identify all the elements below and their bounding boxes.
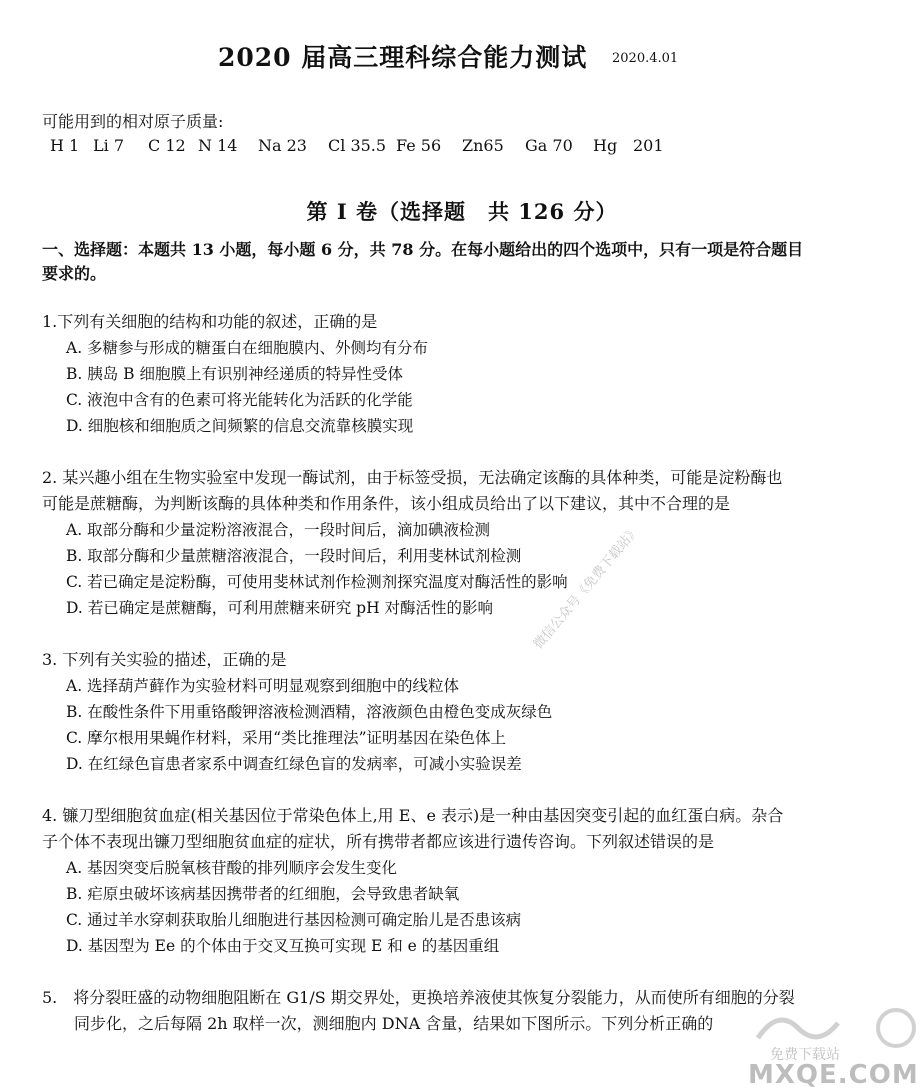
- instruction-line: 一、选择题：本题共 13 小题，每小题 6 分，共 78 分。在每小题给出的四个选项中，只有一项是符合题目: [42, 240, 804, 259]
- question-option: C. 摩尔根用果蝇作材料，采用“类比推理法”证明基因在染色体上: [66, 729, 507, 747]
- atomic-mass-intro: 可能用到的相对原子质量:: [42, 112, 224, 131]
- atomic-mass-item: Na 23: [258, 136, 307, 155]
- watermark-text: MXQE.COM: [748, 1060, 919, 1090]
- question-option: C. 液泡中含有的色素可将光能转化为活跃的化学能: [66, 391, 413, 409]
- atomic-mass-item: Hg: [593, 136, 618, 155]
- question-option: B. 疟原虫破坏该病基因携带者的红细胞，会导致患者缺氧: [66, 885, 460, 903]
- atomic-mass-item: Fe 56: [396, 136, 442, 155]
- question-option: B. 胰岛 B 细胞膜上有识别神经递质的特异性受体: [66, 365, 403, 383]
- question-option: A. 多糖参与形成的糖蛋白在细胞膜内、外侧均有分布: [66, 339, 429, 357]
- question-option: A. 基因突变后脱氧核苷酸的排列顺序会发生变化: [66, 859, 398, 877]
- question-option: C. 若已确定是淀粉酶，可使用斐林试剂作检测剂探究温度对酶活性的影响: [66, 573, 568, 591]
- page-title: 2020 届高三理科综合能力测试: [218, 43, 588, 72]
- atomic-mass-item: Cl 35.5: [328, 136, 387, 155]
- question-stem: 可能是蔗糖酶，为判断该酶的具体种类和作用条件，该小组成员给出了以下建议，其中不合理的是: [42, 494, 731, 513]
- question-stem: 同步化，之后每隔 2h 取样一次，测细胞内 DNA 含量，结果如下图所示。下列分析正确的: [42, 1014, 714, 1033]
- atomic-mass-item: H 1: [50, 136, 80, 155]
- question-option: D. 若已确定是蔗糖酶，可利用蔗糖来研究 pH 对酶活性的影响: [66, 599, 494, 617]
- atomic-mass-item: Zn65: [462, 136, 504, 155]
- question-option: C. 通过羊水穿刺获取胎儿细胞进行基因检测可确定胎儿是否患该病: [66, 911, 522, 929]
- atomic-mass-item: C 12: [148, 136, 186, 155]
- question-stem: 4. 镰刀型细胞贫血症(相关基因位于常染色体上,用 E、e 表示)是一种由基因突变引起的血红蛋白病。杂合: [42, 806, 784, 825]
- watermark-text: 微信公众号《免费下载站》: [531, 523, 643, 653]
- instruction-line: 要求的。: [42, 264, 107, 283]
- question-option: B. 取部分酶和少量蔗糖溶液混合，一段时间后，利用斐林试剂检测: [66, 547, 522, 565]
- question-option: D. 基因型为 Ee 的个体由于交叉互换可实现 E 和 e 的基因重组: [66, 937, 500, 955]
- atomic-mass-item: Li 7: [93, 136, 125, 155]
- question-stem: 1.下列有关细胞的结构和功能的叙述，正确的是: [42, 312, 378, 331]
- question-stem: 2. 某兴趣小组在生物实验室中发现一酶试剂，由于标签受损，无法确定该酶的具体种类，可能是淀粉酶也: [42, 468, 783, 487]
- atomic-mass-item: N 14: [198, 136, 238, 155]
- question-stem: 3. 下列有关实验的描述，正确的是: [42, 650, 287, 669]
- header: [0, 38, 924, 78]
- question-stem: 子个体不表现出镰刀型细胞贫血症的症状，所有携带者都应该进行遗传咨询。下列叙述错误的是: [42, 832, 715, 851]
- question-option: D. 在红绿色盲患者家系中调查红绿色盲的发病率，可减小实验误差: [66, 755, 522, 773]
- atomic-mass-item: 201: [633, 136, 664, 155]
- question-option: A. 取部分酶和少量淀粉溶液混合，一段时间后，滴加碘液检测: [66, 521, 491, 539]
- watermark-text: 免费下载站: [770, 1047, 840, 1063]
- atomic-mass-item: Ga 70: [525, 136, 573, 155]
- question-option: A. 选择葫芦藓作为实验材料可明显观察到细胞中的线粒体: [66, 677, 460, 695]
- question-option: B. 在酸性条件下用重铬酸钾溶液检测酒精，溶液颜色由橙色变成灰绿色: [66, 703, 553, 721]
- section-title: 第 I 卷（选择题 共 126 分）: [306, 199, 618, 224]
- question-stem: 5. 将分裂旺盛的动物细胞阻断在 G1/S 期交界处，更换培养液使其恢复分裂能力，从而使所有细胞的分裂: [42, 988, 795, 1007]
- atomic-mass-list: [50, 136, 710, 156]
- question-option: D. 细胞核和细胞质之间频繁的信息交流靠核膜实现: [66, 417, 414, 435]
- exam-date: 2020.4.01: [612, 51, 679, 66]
